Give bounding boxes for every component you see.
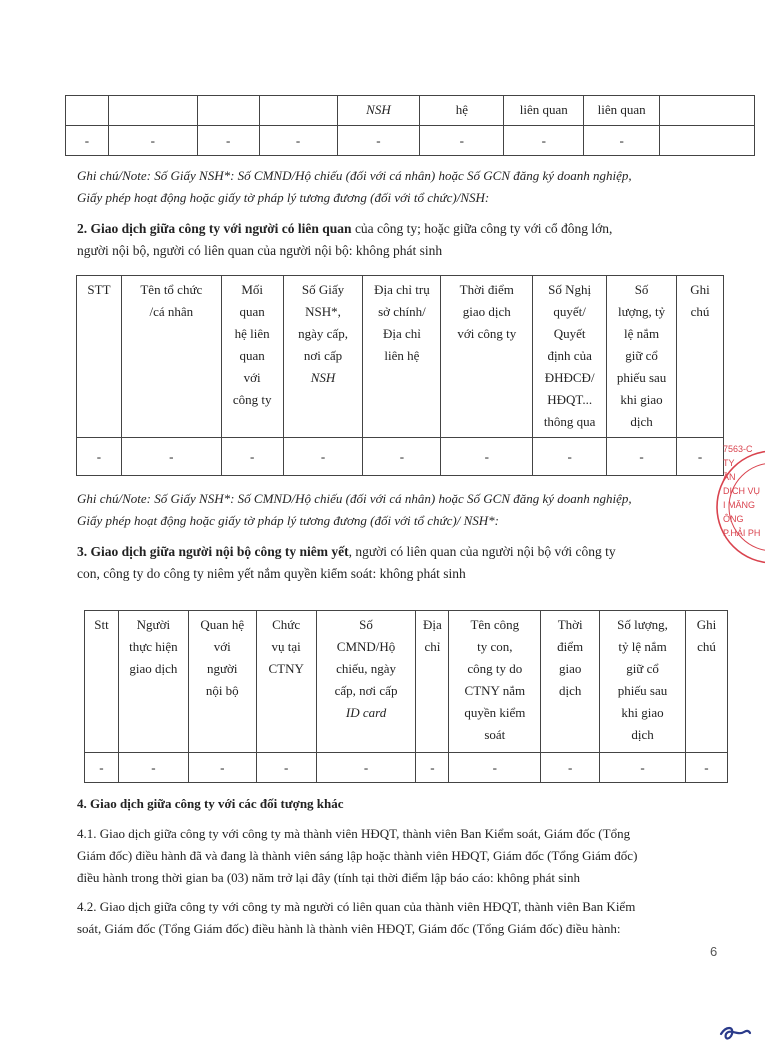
table-3-cell: - <box>685 753 727 783</box>
table-2-header-text: Địa chỉ <box>382 326 421 341</box>
note-1-line: Giấy phép hoạt động hoặc giấy tờ pháp lý tương đương (đối với tổ chức)/NSH: <box>77 190 490 205</box>
table-row <box>77 438 724 476</box>
table-3-header-text: CTNY nắm <box>464 683 526 698</box>
table-3-header-text: Ghi <box>696 617 717 632</box>
table-3-header-text: tỷ lệ nắm <box>618 639 667 654</box>
signature-mark <box>718 1022 752 1044</box>
table-3-header-cell <box>685 611 727 753</box>
table-2-header-text: quyết/ <box>553 304 586 319</box>
section-2-title: 2. Giao dịch giữa công ty với người có liên quan <box>77 221 352 236</box>
table-1-cell <box>660 126 755 156</box>
table-3-header-cell <box>449 611 541 753</box>
table-3-header-text: Người <box>136 617 171 632</box>
table-1-header-cell: liên quan <box>504 96 584 126</box>
table-3-cell: - <box>449 753 541 783</box>
table-2-header-text: chú <box>690 304 710 319</box>
table-3-cell: - <box>416 753 449 783</box>
table-3-header-text: với <box>213 639 231 654</box>
table-1-cell: - <box>108 126 197 156</box>
table-2-cell: - <box>533 438 607 476</box>
table-3-header-text: dịch <box>631 727 654 742</box>
section-3-heading <box>77 541 747 585</box>
stamp-text-line: I MĂNG <box>723 500 756 510</box>
table-2-header-text: Số Nghị <box>548 282 592 297</box>
table-1-cell: - <box>337 126 420 156</box>
table-2-header-text: lệ nắm <box>624 326 660 341</box>
table-3-header-cell <box>85 611 119 753</box>
table-3-cell: - <box>188 753 256 783</box>
section-4-title: 4. Giao dịch giữa công ty với các đối tượng khác <box>77 796 344 811</box>
table-3-header-text: công ty do <box>467 661 523 676</box>
stamp-text-line: ÔNG <box>723 514 744 524</box>
table-3-header-text: cấp, nơi cấp <box>334 683 398 698</box>
table-3-header-text: chỉ <box>424 639 441 654</box>
table-2-header-text: với <box>243 370 261 385</box>
table-row <box>85 753 728 783</box>
table-1-header-cell: liên quan <box>584 96 660 126</box>
table-3-header-text: Tên công <box>470 617 520 632</box>
table-2-header-text: Thời điểm <box>459 282 514 297</box>
table-2-header-cell <box>677 276 724 438</box>
section-4-1-line: điều hành trong thời gian ba (03) năm trở lại đây (tính tại thời điểm lập báo cáo: không phát sinh <box>77 870 580 885</box>
table-3-cell: - <box>256 753 316 783</box>
table-2-header-text: quan <box>239 348 265 363</box>
table-1-header-cell: NSH <box>337 96 420 126</box>
table-2-cell: - <box>121 438 221 476</box>
table-3-header-text: CTNY <box>268 661 304 676</box>
table-2-cell: - <box>363 438 441 476</box>
table-3-header-cell <box>256 611 316 753</box>
table-2-header-cell <box>607 276 677 438</box>
table-2-header-text: sở chính/ <box>378 304 426 319</box>
section-4-1-line: 4.1. Giao dịch giữa công ty với công ty mà thành viên HĐQT, thành viên Ban Kiểm soát, Giám đốc (Tổng <box>77 826 631 841</box>
note-2 <box>77 488 747 532</box>
table-2-header-text: Địa chỉ trụ <box>374 282 430 297</box>
table-3-header-text: Thời <box>557 617 583 632</box>
section-2-heading <box>77 218 747 262</box>
table-2-cell: - <box>677 438 724 476</box>
page-number: 6 <box>710 944 718 959</box>
table-row <box>66 126 755 156</box>
table-1-cell: - <box>504 126 584 156</box>
table-1-header-cell <box>660 96 755 126</box>
table-3-header-text: người <box>206 661 238 676</box>
table-2-cell: - <box>77 438 122 476</box>
table-3-header <box>85 611 728 753</box>
table-3-cell: - <box>316 753 416 783</box>
table-3-header-text: chú <box>697 639 716 654</box>
section-3-title: 3. Giao dịch giữa người nội bộ công ty niêm yết <box>77 544 349 559</box>
table-2-cell: - <box>441 438 533 476</box>
table-3-cell: - <box>85 753 119 783</box>
table-2-header <box>77 276 724 438</box>
table-2-header-text: HĐQT... <box>547 392 593 407</box>
table-2-header-text: quan <box>239 304 265 319</box>
table-2-cell: - <box>221 438 283 476</box>
table-3-header-text: thực hiện <box>129 639 178 654</box>
table-3-header-text: Địa <box>423 617 442 632</box>
table-2-header-text: Quyết <box>553 326 586 341</box>
stamp-text-line: DỊCH VỤ <box>723 486 761 496</box>
table-2-header-text: /cá nhân <box>149 304 194 319</box>
table-3-header-text: Số <box>359 617 373 632</box>
table-2-header-text: STT <box>87 282 111 297</box>
section-4-2-line: 4.2. Giao dịch giữa công ty với công ty mà người có liên quan của thành viên HĐQT, thành viên Ban Kiểm <box>77 899 636 914</box>
table-3-header-text: vụ tại <box>271 639 301 654</box>
table-3-header-text: quyền kiểm <box>464 705 526 720</box>
table-1-header-cell <box>66 96 109 126</box>
table-2-header-cell <box>533 276 607 438</box>
table-1-cell: - <box>197 126 259 156</box>
table-2-header-text: thông qua <box>543 414 596 429</box>
stamp-text <box>723 442 765 540</box>
table-1-header-cell <box>108 96 197 126</box>
table-2-header-text: Số <box>634 282 649 297</box>
table-2-header-cell <box>363 276 441 438</box>
table-2-header-cell <box>283 276 363 438</box>
table-1 <box>65 95 755 156</box>
stamp-text-line: TY <box>723 458 735 468</box>
section-4-2-paragraph <box>77 896 757 940</box>
table-2-header-text: lượng, tỷ <box>617 304 666 319</box>
table-2-header-text: dịch <box>630 414 653 429</box>
table-3-header-text: Chức <box>272 617 301 632</box>
table-2-header-text: khi giao <box>620 392 663 407</box>
table-3-header-text: dịch <box>558 683 582 698</box>
table-2-header-text: với công ty <box>457 326 517 341</box>
table-1-header-cell: hệ <box>420 96 504 126</box>
table-3-header-text: giao dịch <box>129 661 178 676</box>
table-1-cell: - <box>420 126 504 156</box>
stamp-text-line: ẦN <box>723 472 736 482</box>
note-2-line: Giấy phép hoạt động hoặc giấy tờ pháp lý tương đương (đối với tổ chức)/ NSH*: <box>77 513 499 528</box>
table-2 <box>76 275 724 476</box>
table-3-header-text: ty con, <box>477 639 513 654</box>
table-3-header-text: Quan hệ <box>200 617 245 632</box>
table-2-header-text: Ghi <box>690 282 710 297</box>
table-2-header-text: NSH*, <box>305 304 341 319</box>
table-2-cell: - <box>607 438 677 476</box>
table-3-header-text: nội bộ <box>205 683 239 698</box>
section-4-1-line: Giám đốc) điều hành đã và đang là thành viên sáng lập hoặc thành viên HĐQT, Giám đốc (Tổng Giám đốc) <box>77 848 638 863</box>
table-2-header-text: nơi cấp <box>303 348 343 363</box>
table-1-header-cell <box>259 96 337 126</box>
table-3-header-text: giao <box>558 661 582 676</box>
table-3-header-cell <box>316 611 416 753</box>
table-2-cell: - <box>283 438 363 476</box>
table-2-header-text: ngày cấp, <box>298 326 348 341</box>
table-3-header-text: Stt <box>94 617 109 632</box>
section-3-text: , người có liên quan của người nội bộ với công ty <box>348 544 616 559</box>
table-2-header-text: Số Giấy <box>301 282 345 297</box>
table-2-header-cell <box>441 276 533 438</box>
table-3-header-text: khi giao <box>621 705 664 720</box>
company-stamp <box>715 432 765 582</box>
table-2-header-text: hệ liên <box>234 326 270 341</box>
table-2-header-text: định của <box>547 348 592 363</box>
section-4-2-line: soát, Giám đốc (Tổng Giám đốc) điều hành là thành viên HĐQT, Giám đốc (Tổng Giám đốc) điều hành: <box>77 921 621 936</box>
table-3-header-cell <box>600 611 686 753</box>
table-1-header-cell <box>197 96 259 126</box>
note-2-line: Ghi chú/Note: Số Giấy NSH*: Số CMND/Hộ chiếu (đối với cá nhân) hoặc Số GCN đăng ký doanh nghiệp, <box>77 491 632 506</box>
section-2-text: người nội bộ, người có liên quan của người nội bộ: không phát sinh <box>77 243 443 258</box>
table-3-header-cell <box>416 611 449 753</box>
table-3-header-text: giữ cổ <box>626 661 659 676</box>
table-3-cell: - <box>600 753 686 783</box>
table-1-header-tail <box>66 96 755 126</box>
table-3-header-text: phiếu sau <box>617 683 668 698</box>
table-2-header-cell <box>221 276 283 438</box>
note-1-line: Ghi chú/Note: Số Giấy NSH*: Số CMND/Hộ chiếu (đối với cá nhân) hoặc Số GCN đăng ký doanh nghiệp, <box>77 168 632 183</box>
table-3-cell: - <box>118 753 188 783</box>
stamp-text-line: 7563-C <box>723 444 753 454</box>
table-1-cell: - <box>259 126 337 156</box>
table-3-header-text: Số lượng, <box>617 617 668 632</box>
table-2-header-text: giao dịch <box>462 304 511 319</box>
table-3-header-text: soát <box>484 727 506 742</box>
table-2-header-cell <box>77 276 122 438</box>
table-1-cell: - <box>584 126 660 156</box>
section-4-1-paragraph <box>77 823 757 889</box>
table-2-header-text: Mối <box>241 282 263 297</box>
section-2-text: của công ty; hoặc giữa công ty với cổ đông lớn, <box>351 221 613 236</box>
table-3-header-text: ID card <box>345 705 387 720</box>
stamp-text-line: P.HẢI PH <box>723 528 761 538</box>
table-3-header-text: CMND/Hộ <box>336 639 396 654</box>
table-3-header-cell <box>541 611 600 753</box>
table-2-header-text: liên hệ <box>384 348 420 363</box>
table-3-cell: - <box>541 753 600 783</box>
table-2-header-text: ĐHĐCĐ/ <box>544 370 595 385</box>
table-3 <box>84 610 728 783</box>
table-3-header-cell <box>118 611 188 753</box>
table-2-header-text: NSH <box>310 370 336 385</box>
table-3-header-cell <box>188 611 256 753</box>
section-3-text: con, công ty do công ty niêm yết nắm quyền kiểm soát: không phát sinh <box>77 566 466 581</box>
table-2-header-text: công ty <box>232 392 272 407</box>
table-3-header-text: chiếu, ngày <box>336 661 396 676</box>
table-3-header-text: điểm <box>557 639 584 654</box>
table-2-header-text: Tên tổ chức <box>140 282 203 297</box>
table-2-header-text: giữ cổ <box>625 348 658 363</box>
table-2-header-text: phiếu sau <box>616 370 667 385</box>
table-2-header-cell <box>121 276 221 438</box>
table-1-cell: - <box>66 126 109 156</box>
note-1 <box>77 165 747 209</box>
